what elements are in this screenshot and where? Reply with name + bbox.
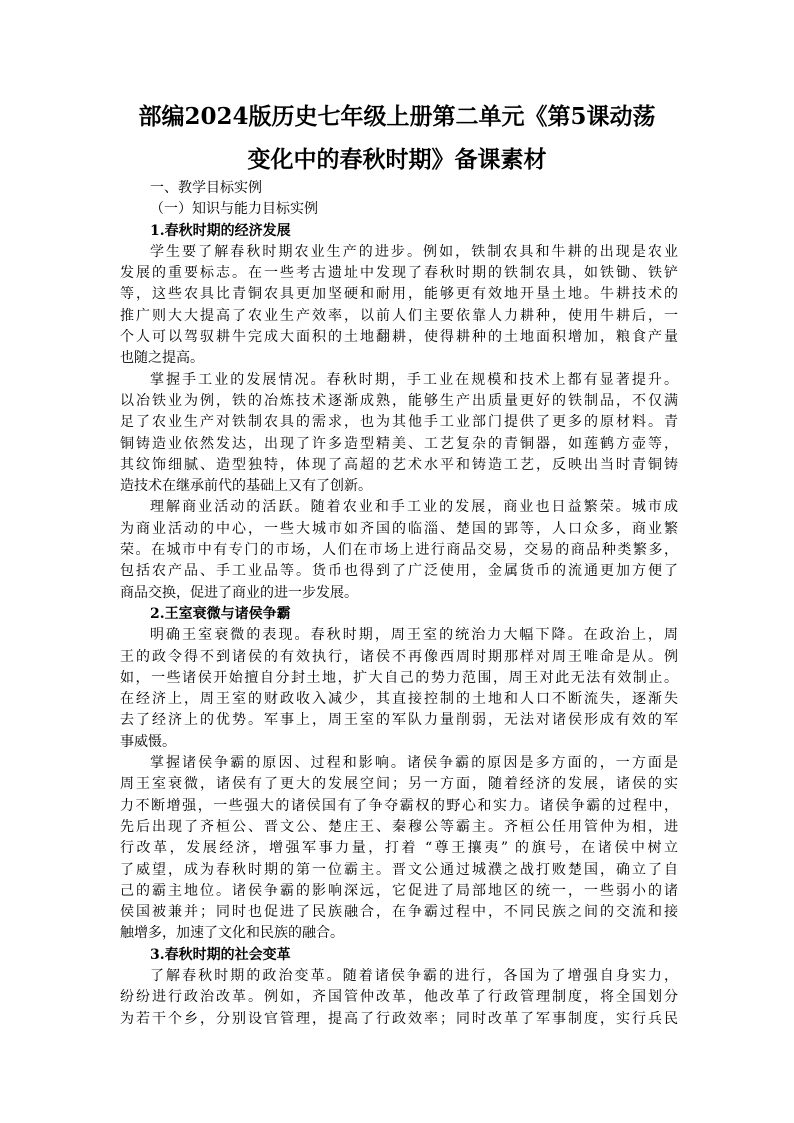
- paragraph-line: 造技术在继承前代的基础上又有了创新。: [120, 478, 372, 495]
- section-heading: 一、教学目标实例: [150, 180, 262, 196]
- paragraph-line: 纷纷进行政治改革。例如，齐国管仲改革，他改革了行政管理制度，将全国划分: [120, 989, 678, 1006]
- paragraph-line: 周王室衰微，诸侯有了更大的发展空间；另一方面，随着经济的发展，诸侯的实: [120, 776, 678, 793]
- paragraph-line: 在经济上，周王室的财政收入减少，其直接控制的土地和人口不断流失，逐渐失: [120, 691, 678, 708]
- document-title-line-1: 部编2024版历史七年级上册第二单元《第5课动荡: [138, 103, 656, 130]
- paragraph-line: 明确王室衰微的表现。春秋时期，周王室的统治力大幅下降。在政治上，周: [150, 627, 678, 644]
- topic-heading-3: 3.春秋时期的社会变革: [150, 946, 291, 963]
- document-title-line-2: 变化中的春秋时期》备课素材: [247, 146, 547, 173]
- topic-heading-2: 2.王室衰微与诸侯争霸: [150, 605, 291, 622]
- paragraph-line: 包括农产品、手工业品等。货币也得到了广泛使用，金属货币的流通更加方便了: [120, 563, 678, 580]
- paragraph-agriculture: [120, 242, 678, 370]
- paragraph-line: 也随之提高。: [120, 350, 204, 367]
- paragraph-line: 铜铸造业依然发达，出现了许多造型精美、工艺复杂的青铜器，如莲鹤方壶等，: [120, 435, 678, 452]
- paragraph-line: 事威慑。: [120, 733, 176, 750]
- paragraph-hegemony: [120, 753, 678, 945]
- paragraph-line: 了解春秋时期的政治变革。随着诸侯争霸的进行，各国为了增强自身实力，: [150, 967, 678, 984]
- paragraph-line: 其纹饰细腻、造型独特，体现了高超的艺术水平和铸造工艺，反映出当时青铜铸: [120, 456, 678, 473]
- paragraph-line: 如，一些诸侯开始擅自分封土地，扩大自己的势力范围，周王对此无法有效制止。: [120, 669, 678, 686]
- paragraph-line: 掌握手工业的发展情况。春秋时期，手工业在规模和技术上都有显著提升。: [150, 371, 678, 388]
- document-body: [120, 178, 678, 1030]
- paragraph-line: 王的政令得不到诸侯的有效执行，诸侯不再像西周时期那样对周王唯命是从。例: [120, 648, 678, 665]
- paragraph-line: 商品交换，促进了商业的进一步发展。: [120, 584, 358, 601]
- paragraph-line: 个人可以驾驭耕牛完成大面积的土地翻耕，使得耕种的土地面积增加，粮食产量: [120, 329, 678, 346]
- paragraph-line: 学生要了解春秋时期农业生产的进步。例如，铁制农具和牛耕的出现是农业: [150, 243, 678, 260]
- paragraph-line: 侯国被兼并；同时也促进了民族融合，在争霸过程中，不同民族之间的交流和接: [120, 904, 678, 921]
- paragraph-line: 行改革，发展经济，增强军事力量，打着 “尊王攘夷” 的旗号，在诸侯中树立: [120, 840, 678, 857]
- paragraph-line: 力不断增强，一些强大的诸侯国有了争夺霸权的野心和实力。诸侯争霸的过程中，: [120, 797, 678, 814]
- paragraph-line: 等，这些农具比青铜农具更加坚硬和耐用，能够更有效地开垦土地。牛耕技术的: [120, 286, 678, 303]
- topic-heading-1: 1.春秋时期的经济发展: [150, 222, 291, 239]
- paragraph-commerce: [120, 497, 678, 603]
- paragraph-line: 先后出现了齐桓公、晋文公、楚庄王、秦穆公等霸主。齐桓公任用管仲为相，进: [120, 818, 678, 835]
- paragraph-line: 己的霸主地位。诸侯争霸的影响深远，它促进了局部地区的统一，一些弱小的诸: [120, 882, 678, 899]
- subsection-heading: （一）知识与能力目标实例: [150, 201, 318, 218]
- paragraph-royal-decline: [120, 625, 678, 753]
- paragraph-line: 了威望，成为春秋时期的第一位霸主。晋文公通过城濮之战打败楚国，确立了自: [120, 861, 678, 878]
- paragraph-line: 为若干个乡，分别设官管理，提高了行政效率；同时改革了军事制度，实行兵民: [120, 1010, 678, 1027]
- paragraph-line: 推广则大大提高了农业生产效率，以前人们主要依靠人力耕种，使用牛耕后，一: [120, 307, 678, 324]
- paragraph-political-reform: [120, 966, 678, 1030]
- paragraph-line: 荣。在城市中有专门的市场，人们在市场上进行商品交易，交易的商品种类繁多，: [120, 542, 678, 559]
- paragraph-line: 触增多，加速了文化和民族的融合。: [120, 925, 344, 942]
- paragraph-line: 去了经济上的优势。军事上，周王室的军队力量削弱，无法对诸侯形成有效的军: [120, 712, 678, 729]
- paragraph-line: 以冶铁业为例，铁的冶炼技术逐渐成熟，能够生产出质量更好的铁制品，不仅满: [120, 392, 678, 409]
- paragraph-line: 掌握诸侯争霸的原因、过程和影响。诸侯争霸的原因是多方面的，一方面是: [150, 755, 678, 772]
- paragraph-line: 发展的重要标志。在一些考古遗址中发现了春秋时期的铁制农具，如铁锄、铁铲: [120, 265, 678, 282]
- paragraph-handicraft: [120, 370, 678, 498]
- paragraph-line: 足了农业生产对铁制农具的需求，也为其他手工业部门提供了更多的原材料。青: [120, 414, 678, 431]
- paragraph-line: 为商业活动的中心，一些大城市如齐国的临淄、楚国的郢等，人口众多，商业繁: [120, 520, 678, 537]
- paragraph-line: 理解商业活动的活跃。随着农业和手工业的发展，商业也日益繁荣。城市成: [150, 499, 678, 516]
